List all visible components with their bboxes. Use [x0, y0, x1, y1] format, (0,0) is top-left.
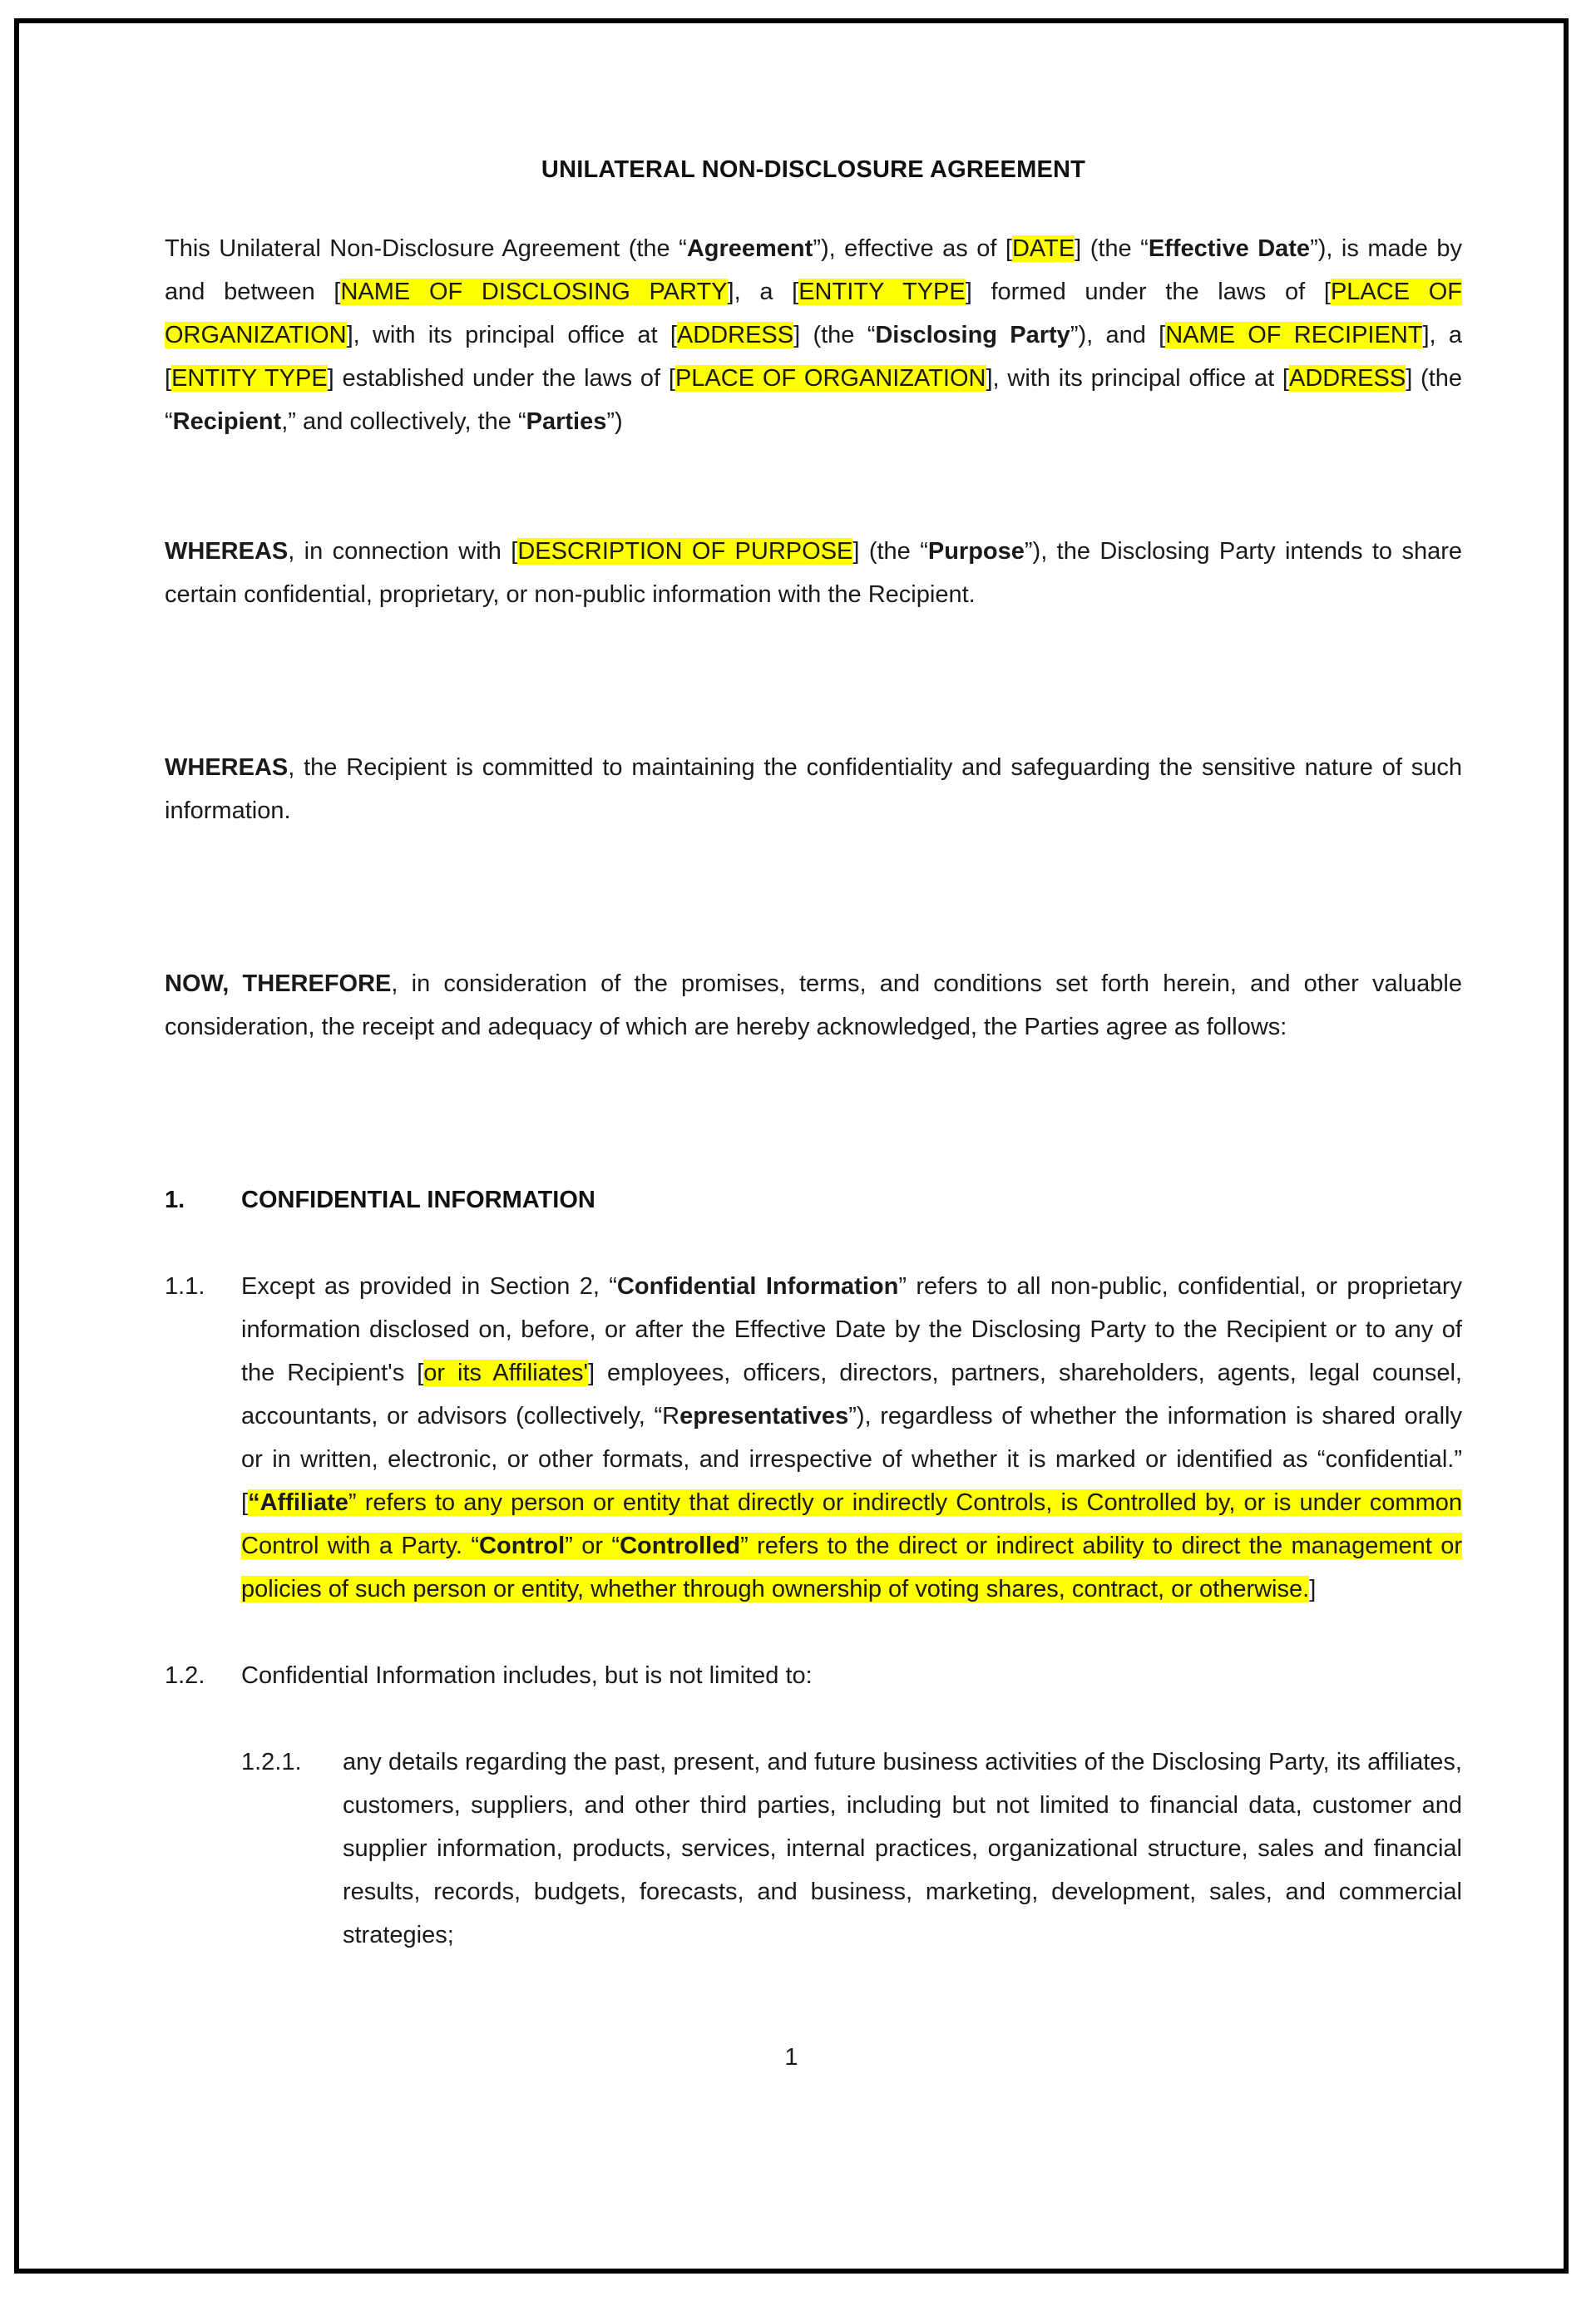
term-controlled: Controlled [620, 1533, 741, 1559]
whereas-text-1c: ”), the Disclosing Party intends to share certain confidential, proprietary, or non-public information with the Recipient. [165, 538, 1462, 608]
now-therefore-text: , in consideration of the promises, terms, and conditions set forth herein, and other valuable consideration, the receipt and adequacy of which are hereby acknowledged, the Parties agree as follows: [165, 970, 1462, 1040]
placeholder-name-of-recipient: NAME OF RECIPIENT [1165, 322, 1423, 348]
placeholder-or-its-affiliates: or its Affiliates' [423, 1360, 589, 1386]
now-therefore-paragraph [165, 962, 1462, 1049]
preamble-text-3: ] (the “ [1075, 235, 1149, 262]
section-title-1: CONFIDENTIAL INFORMATION [241, 1187, 595, 1213]
term-parties: Parties [526, 408, 607, 435]
clause-text-1-1 [241, 1265, 1462, 1611]
clause-1-1-text-5: ] [1309, 1576, 1317, 1602]
preamble-text-8: ] (the “ [793, 322, 876, 348]
term-control: Control [479, 1533, 566, 1559]
page-title: UNILATERAL NON-DISCLOSURE AGREEMENT [541, 156, 1086, 183]
spacer [165, 184, 1462, 227]
placeholder-date: DATE [1011, 235, 1075, 262]
preamble-text-4: ”), is made by and between [ [165, 235, 1462, 305]
preamble-text-5: ], a [ [727, 279, 799, 305]
preamble-text-10: ], a [ [165, 322, 1462, 392]
placeholder-address-1: ADDRESS [676, 322, 794, 348]
preamble-text-15: ”) [606, 408, 623, 435]
document-body [165, 156, 1462, 1957]
placeholder-entity-type-2: ENTITY TYPE [171, 365, 328, 392]
affiliate-definition-text-3: ” refers to the direct or indirect ability to direct the management or policies of such person or entity, whether through ownership of voting shares, contract, or otherwise. [241, 1533, 1462, 1602]
clause-1-2 [165, 1654, 1462, 1697]
term-effective-date: Effective Date [1148, 235, 1311, 262]
placeholder-entity-type-1: ENTITY TYPE [798, 279, 966, 305]
clause-text-1-2-1: any details regarding the past, present, and future business activities of the Disclosing Party, its affiliates, customers, suppliers, and other third parties, including but not limited to financial data, customer and supplier information, products, services, internal practices, organizational structure, sales and financial results, records, budgets, forecasts, and business, marketing, development, sales, and commercial strategies; [343, 1749, 1462, 1948]
clause-1-1-text-2: ” refers to all non-public, confidential, or proprietary information disclosed on, before, or after the Effective Date by the Disclosing Party to the Recipient or to any of the Recipient's [ [241, 1273, 1462, 1386]
clause-1-2-1 [241, 1741, 1462, 1957]
clause-text-1-2: Confidential Information includes, but is not limited to: [241, 1662, 813, 1689]
clause-1-1-text-3: ] employees, officers, directors, partners, shareholders, agents, legal counsel, accountants, or advisors (collectively, “R [241, 1360, 1462, 1429]
section-number-1: 1. [165, 1187, 185, 1213]
whereas-lead-2: WHEREAS [165, 754, 289, 781]
clause-number-1-1: 1.1. [165, 1273, 205, 1300]
whereas-paragraph-1 [165, 530, 1462, 616]
document-page [14, 18, 1569, 2274]
term-disclosing-party: Disclosing Party [875, 322, 1070, 348]
preamble-text-12: ], with its principal office at [ [986, 365, 1289, 392]
preamble-text-6: ] formed under the laws of [ [965, 279, 1331, 305]
spacer [165, 1697, 1462, 1741]
spacer [165, 616, 1462, 746]
term-affiliate: “Affiliate [248, 1489, 348, 1516]
preamble-paragraph [165, 227, 1462, 443]
clause-1-1-text-4: ”), regardless of whether the information is shared orally or in written, electronic, or other formats, and irrespective of whether it is marked or identified as “confidential.” [ [241, 1403, 1462, 1516]
preamble-text-1: This Unilateral Non-Disclosure Agreement (the “ [165, 235, 687, 262]
page-number: 1 [784, 2044, 798, 2071]
spacer [165, 1049, 1462, 1178]
placeholder-place-of-organization-1: PLACE OF ORGANIZATION [165, 279, 1463, 348]
whereas-lead-1: WHEREAS [165, 538, 289, 565]
clause-number-1-2: 1.2. [165, 1662, 205, 1689]
preamble-text-2: ”), effective as of [ [813, 235, 1012, 262]
whereas-text-1a: , in connection with [ [288, 538, 518, 565]
whereas-paragraph-2 [165, 746, 1462, 832]
preamble-text-11: ] established under the laws of [ [327, 365, 675, 392]
preamble-text-14: ,” and collectively, the “ [281, 408, 526, 435]
clause-1-1-text-1: Except as provided in Section 2, “ [241, 1273, 617, 1300]
now-therefore-lead: NOW, THEREFORE [165, 970, 392, 997]
placeholder-address-2: ADDRESS [1288, 365, 1406, 392]
spacer [165, 443, 1462, 530]
clause-1-1 [165, 1265, 1462, 1611]
term-agreement: Agreement [686, 235, 813, 262]
spacer [165, 1222, 1462, 1265]
placeholder-description-of-purpose: DESCRIPTION OF PURPOSE [517, 538, 853, 565]
preamble-text-9: ”), and [ [1070, 322, 1166, 348]
affiliate-definition-text-2: ” or “ [565, 1533, 620, 1559]
placeholder-name-of-disclosing-party: NAME OF DISCLOSING PARTY [340, 279, 728, 305]
section-heading-1 [165, 1178, 1462, 1222]
preamble-text-13: ] (the “ [165, 365, 1463, 435]
term-confidential-information: Confidential Information [616, 1273, 899, 1300]
placeholder-place-of-organization-2: PLACE OF ORGANIZATION [674, 365, 986, 392]
term-purpose: Purpose [927, 538, 1025, 565]
clause-number-1-2-1: 1.2.1. [241, 1749, 302, 1775]
preamble-text-7: ], with its principal office at [ [346, 322, 677, 348]
term-recipient: Recipient [172, 408, 282, 435]
spacer [165, 1611, 1462, 1654]
affiliate-definition-text-1: ” refers to any person or entity that directly or indirectly Controls, is Controlled by, or is under common Control with a Party. “ [241, 1489, 1462, 1559]
whereas-text-1b: ] (the “ [852, 538, 928, 565]
term-representatives: epresentatives [679, 1403, 849, 1429]
spacer [165, 832, 1462, 962]
whereas-text-2a: , the Recipient is committed to maintaining the confidentiality and safeguarding the sensitive nature of such information. [165, 754, 1462, 824]
